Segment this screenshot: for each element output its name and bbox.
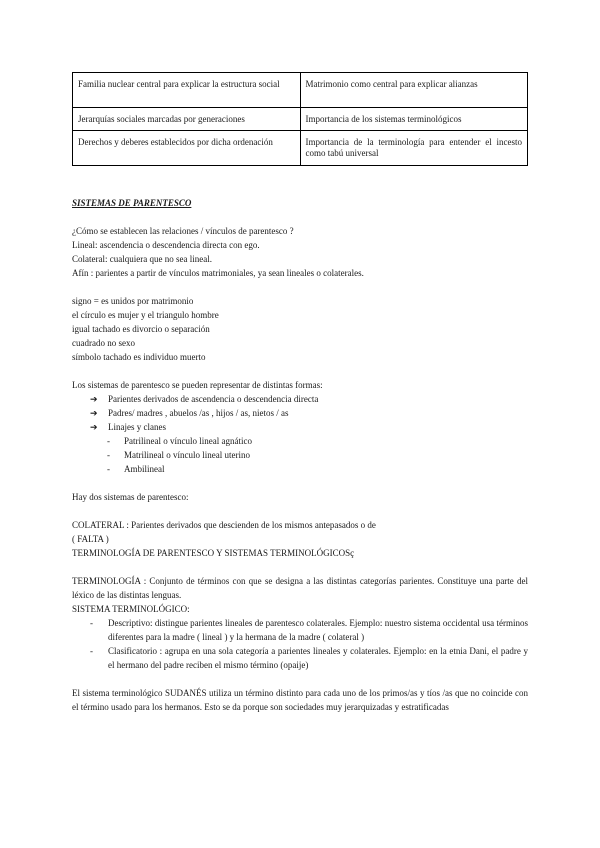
lineage-list xyxy=(72,434,528,476)
dash-bullet-icon: - xyxy=(107,450,110,460)
table-cell: Jerarquías sociales marcadas por generaciones xyxy=(73,108,301,131)
arrow-bullet-icon: ➔ xyxy=(90,408,98,418)
symbol-line: símbolo tachado es individuo muerto xyxy=(72,352,206,362)
dash-bullet-icon: - xyxy=(90,646,93,656)
table-row xyxy=(73,108,528,131)
list-item-text: Padres/ madres , abuelos /as , hijos / as, nietos / as xyxy=(108,408,289,418)
symbol-line: signo = es unidos por matrimonio xyxy=(72,296,194,306)
table-row xyxy=(73,131,528,166)
definition-line: ¿Cómo se establecen las relaciones / vínculos de parentesco ? xyxy=(72,226,294,236)
list-item xyxy=(107,448,528,462)
symbol-line: igual tachado es divorcio o separación xyxy=(72,324,210,334)
definition-line: Lineal: ascendencia o descendencia directa con ego. xyxy=(72,240,260,250)
colateral-line: TERMINOLOGÍA DE PARENTESCO Y SISTEMAS TERMINOLÓGICOSç xyxy=(72,548,355,558)
list-item xyxy=(107,434,528,448)
two-systems-line: Hay dos sistemas de parentesco: xyxy=(72,492,189,502)
list-item-text: Clasificatorio : agrupa en una sola categoría a parientes lineales y colaterales. Ejemplo: en la etnia Dani, el padre y el hermano del padre reciben el mismo término (opaije) xyxy=(108,646,528,670)
comparison-table xyxy=(72,72,528,166)
dash-bullet-icon: - xyxy=(107,436,110,446)
terminologia-paragraph: TERMINOLOGÍA : Conjunto de términos con que se designa a las distintas categorías parientes. Constituye una parte del léxico de las distintas lenguas. xyxy=(72,576,528,600)
list-item xyxy=(107,462,528,476)
arrow-bullet-icon: ➔ xyxy=(90,422,98,432)
list-item-text: Matrilineal o vínculo lineal uterino xyxy=(124,450,250,460)
symbol-line: cuadrado no sexo xyxy=(72,338,135,348)
table-cell: Importancia de la terminología para entender el incesto como tabú universal xyxy=(300,131,528,166)
table-cell: Familia nuclear central para explicar la estructura social xyxy=(73,73,301,108)
list-item xyxy=(90,616,528,644)
list-item-text: Ambilineal xyxy=(124,464,165,474)
definition-line: Afín : parientes a partir de vínculos matrimoniales, ya sean lineales o colaterales. xyxy=(72,268,364,278)
symbol-line: el círculo es mujer y el triangulo hombre xyxy=(72,310,219,320)
table-row xyxy=(73,73,528,108)
colateral-line: ( FALTA ) xyxy=(72,534,109,544)
list-item-text: Patrilineal o vínculo lineal agnático xyxy=(124,436,252,446)
sistema-heading: SISTEMA TERMINOLÓGICO: xyxy=(72,604,190,614)
list-item xyxy=(90,392,528,406)
forms-intro: Los sistemas de parentesco se pueden representar de distintas formas: xyxy=(72,380,323,390)
sistema-list xyxy=(72,616,528,672)
definition-line: Colateral: cualquiera que no sea lineal. xyxy=(72,254,212,264)
list-item-text: Parientes derivados de ascendencia o descendencia directa xyxy=(108,394,319,404)
list-item-text: Linajes y clanes xyxy=(108,422,166,432)
arrow-bullet-icon: ➔ xyxy=(90,394,98,404)
table-cell: Importancia de los sistemas terminológicos xyxy=(300,108,528,131)
list-item xyxy=(90,644,528,672)
section-title: SISTEMAS DE PARENTESCO xyxy=(72,198,192,208)
list-item xyxy=(90,406,528,420)
forms-list xyxy=(72,392,528,434)
list-item xyxy=(90,420,528,434)
table-cell: Matrimonio como central para explicar alianzas xyxy=(300,73,528,108)
dash-bullet-icon: - xyxy=(90,618,93,628)
document-body xyxy=(72,196,528,714)
list-item-text: Descriptivo: distingue parientes lineales de parentesco colaterales. Ejemplo: nuestro sistema occidental usa términos diferentes para la madre ( lineal ) y la hermana de la madre ( colateral ) xyxy=(108,618,528,642)
dash-bullet-icon: - xyxy=(107,464,110,474)
table-cell: Derechos y deberes establecidos por dicha ordenación xyxy=(73,131,301,166)
colateral-line: COLATERAL : Parientes derivados que descienden de los mismos antepasados o de xyxy=(72,520,376,530)
sudanes-paragraph: El sistema terminológico SUDANÉS utiliza un término distinto para cada uno de los primos/as y tíos /as que no coincide con el término usado para los hermanos. Esto se da porque son sociedades muy jerarquizadas y estratificadas xyxy=(72,688,528,712)
